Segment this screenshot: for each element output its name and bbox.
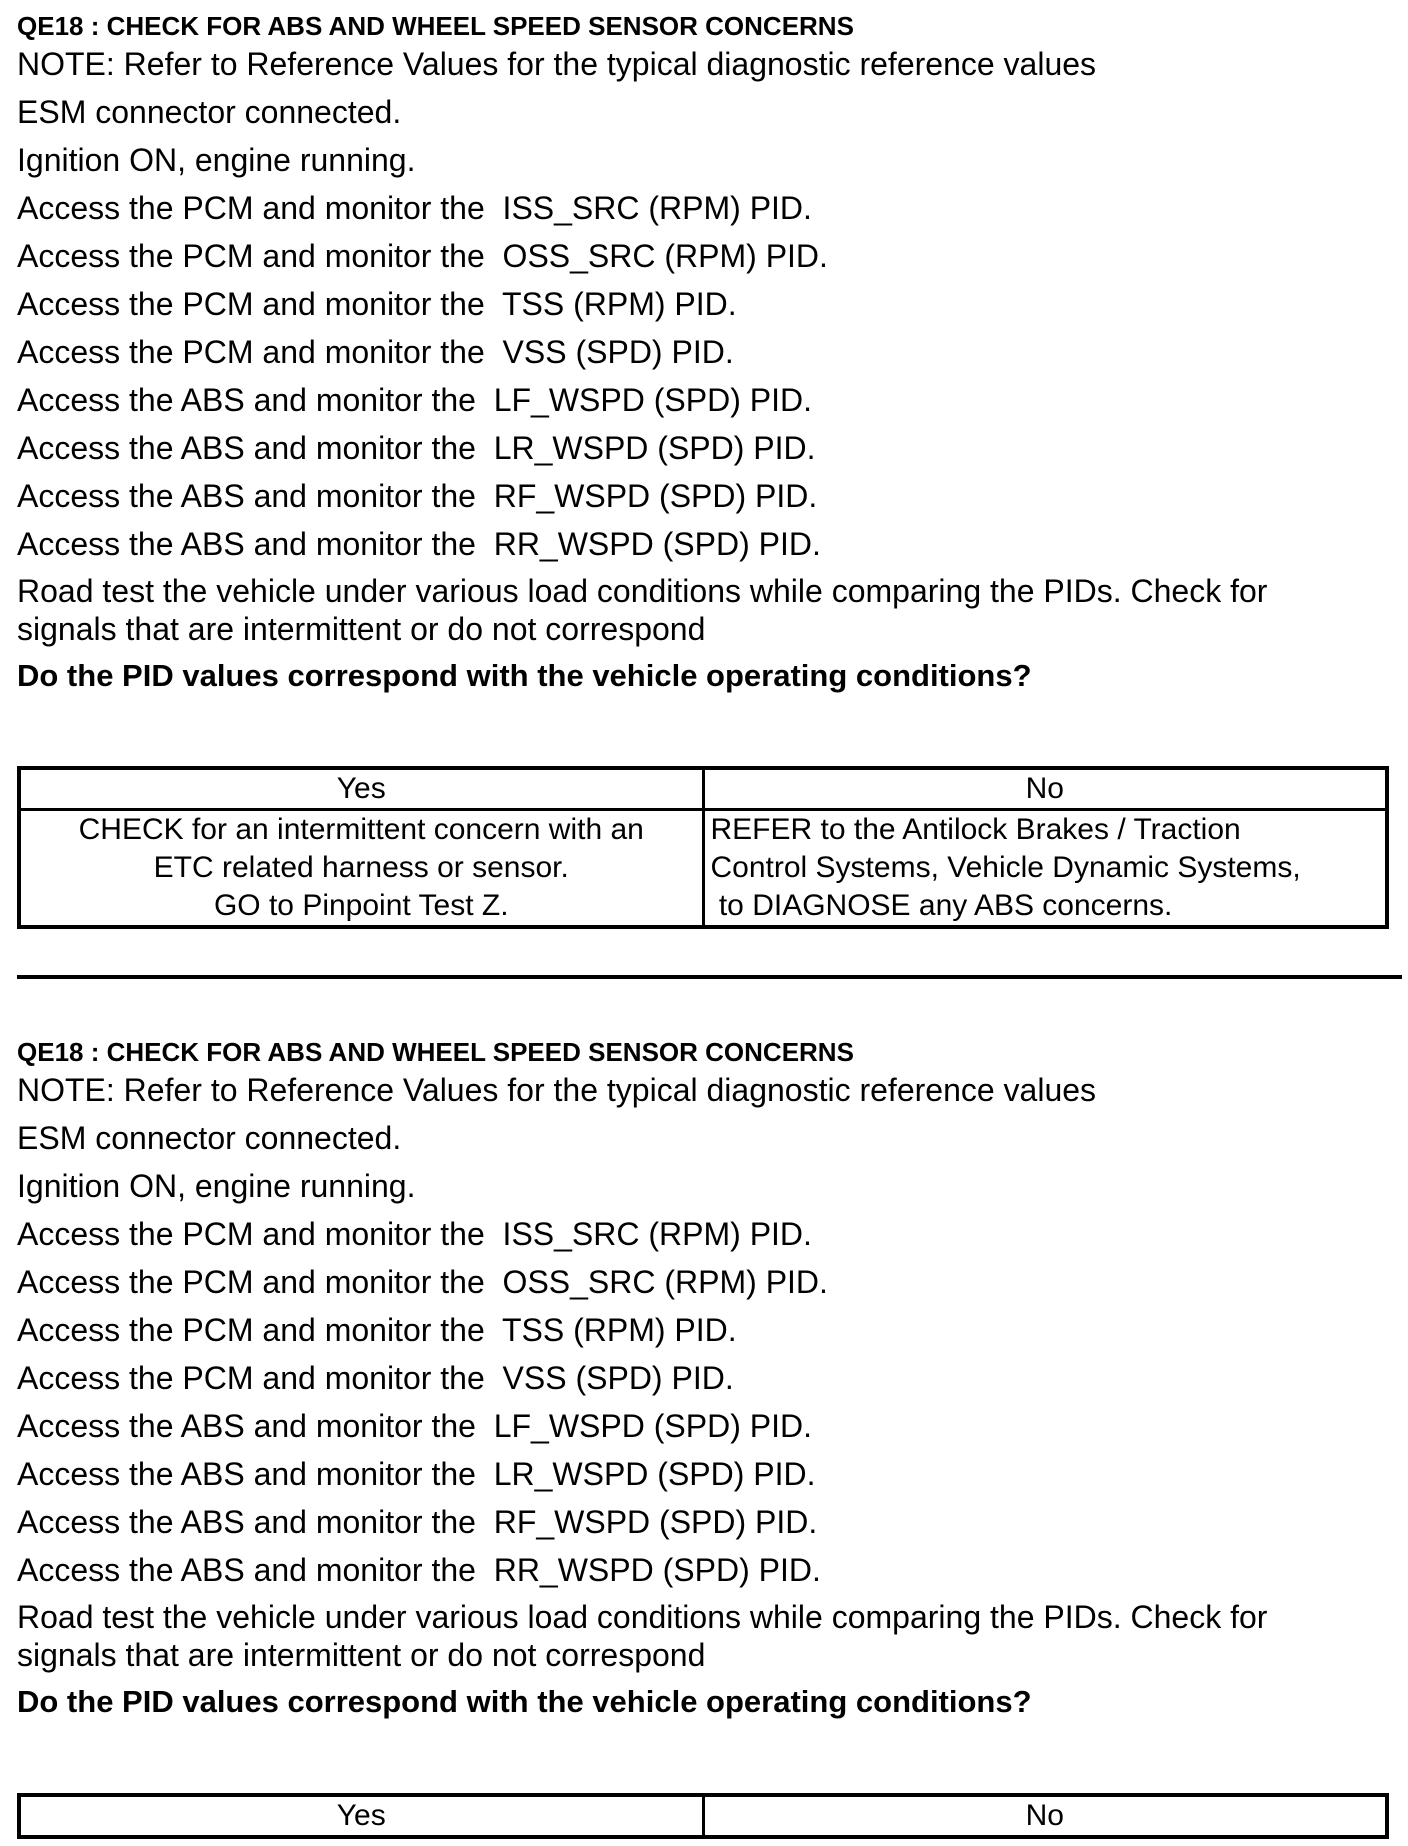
road-test-paragraph: Road test the vehicle under various load conditions while comparing the PIDs. Check for signals that are intermittent or do not correspond xyxy=(17,573,1268,647)
road-test-paragraph: Road test the vehicle under various load conditions while comparing the PIDs. Check for signals that are intermittent or do not correspond xyxy=(17,1599,1268,1673)
yes-header: Yes xyxy=(19,1795,703,1837)
instruction-line: Access the ABS and monitor the LR_WSPD (SPD) PID. xyxy=(17,430,816,466)
instruction-line: Access the ABS and monitor the LR_WSPD (SPD) PID. xyxy=(17,1456,816,1492)
instruction-line: Access the ABS and monitor the LF_WSPD (SPD) PID. xyxy=(17,1408,812,1444)
instruction-line: Access the ABS and monitor the RF_WSPD (SPD) PID. xyxy=(17,478,818,514)
diagnostic-step-section xyxy=(17,1034,1397,1722)
step-question: Do the PID values correspond with the vehicle operating conditions? xyxy=(17,658,1032,693)
instruction-line: Access the PCM and monitor the TSS (RPM) PID. xyxy=(17,286,737,322)
instruction-line: Access the PCM and monitor the TSS (RPM) PID. xyxy=(17,1312,737,1348)
instruction-line: Access the ABS and monitor the RR_WSPD (SPD) PID. xyxy=(17,1552,821,1588)
yes-header: Yes xyxy=(19,768,703,810)
yes-no-table xyxy=(17,1793,1389,1839)
instruction-line: Access the PCM and monitor the VSS (SPD) PID. xyxy=(17,1360,734,1396)
instruction-line: ESM connector connected. xyxy=(17,1120,402,1156)
instruction-line: Access the ABS and monitor the LF_WSPD (SPD) PID. xyxy=(17,382,812,418)
yes-action-line: ETC related harness or sensor. xyxy=(153,851,569,884)
no-header: No xyxy=(703,768,1387,810)
yes-action-line: GO to Pinpoint Test Z. xyxy=(213,889,509,922)
note-line: NOTE: Refer to Reference Values for the typical diagnostic reference values xyxy=(17,46,1097,82)
instruction-line: Access the ABS and monitor the RF_WSPD (SPD) PID. xyxy=(17,1504,818,1540)
no-action-line: to DIAGNOSE any ABS concerns. xyxy=(710,889,1173,922)
instruction-line: Access the PCM and monitor the ISS_SRC (RPM) PID. xyxy=(17,190,812,226)
section-divider xyxy=(17,975,1402,979)
instruction-line: Access the ABS and monitor the RR_WSPD (SPD) PID. xyxy=(17,526,821,562)
yes-no-table xyxy=(17,766,1389,929)
step-question: Do the PID values correspond with the vehicle operating conditions? xyxy=(17,1684,1032,1719)
step-heading: QE18 : CHECK FOR ABS AND WHEEL SPEED SENSOR CONCERNS xyxy=(17,11,854,41)
instruction-line: Ignition ON, engine running. xyxy=(17,1168,416,1204)
table-row xyxy=(19,810,1387,928)
note-line: NOTE: Refer to Reference Values for the typical diagnostic reference values xyxy=(17,1072,1097,1108)
no-header: No xyxy=(703,1795,1387,1837)
instruction-line: Access the PCM and monitor the OSS_SRC (RPM) PID. xyxy=(17,1264,828,1300)
instruction-line: Ignition ON, engine running. xyxy=(17,142,416,178)
yes-action-cell xyxy=(19,810,703,928)
table-header-row xyxy=(19,1795,1387,1837)
no-action-line: Control Systems, Vehicle Dynamic Systems, xyxy=(710,851,1301,884)
yes-action-line: CHECK for an intermittent concern with an xyxy=(78,813,644,846)
table-header-row xyxy=(19,768,1387,810)
diagnostic-step-section xyxy=(17,8,1397,696)
instruction-line: Access the PCM and monitor the OSS_SRC (RPM) PID. xyxy=(17,238,828,274)
no-action-cell xyxy=(703,810,1387,928)
instruction-line: Access the PCM and monitor the ISS_SRC (RPM) PID. xyxy=(17,1216,812,1252)
instruction-line: Access the PCM and monitor the VSS (SPD) PID. xyxy=(17,334,734,370)
instruction-line: ESM connector connected. xyxy=(17,94,402,130)
step-heading: QE18 : CHECK FOR ABS AND WHEEL SPEED SENSOR CONCERNS xyxy=(17,1037,854,1067)
no-action-line: REFER to the Antilock Brakes / Traction xyxy=(710,813,1241,846)
